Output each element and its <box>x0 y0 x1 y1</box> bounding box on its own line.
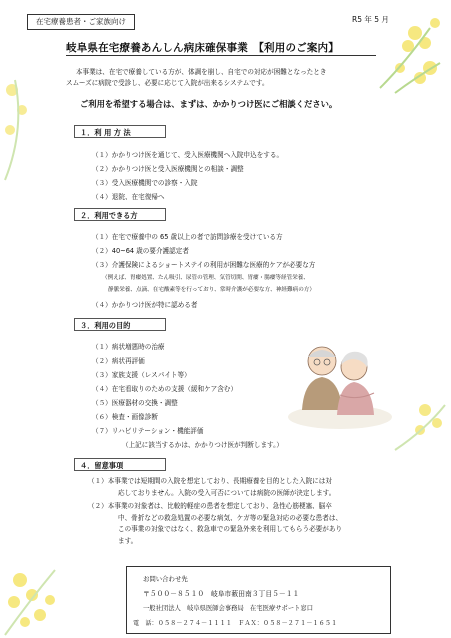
list-item: （６）検査・画像診断 <box>92 413 158 421</box>
list-item: （１）かかりつけ医を通じて、受入医療機関へ入院申込をする。 <box>92 151 284 159</box>
title-underline <box>66 55 376 56</box>
audience-tag: 在宅療養患者・ご家族向け <box>27 14 135 30</box>
consult-notice: ご利用を希望する場合は、まずは、かかりつけ医にご相談ください。 <box>80 99 338 109</box>
contact-box <box>126 566 391 634</box>
list-item: （１）病状増悪時の治療 <box>92 343 165 351</box>
section-heading-notes: ４．留意事項 <box>74 458 166 471</box>
section-heading-eligibility: ２．利用できる方 <box>74 208 166 221</box>
list-item: （２）40~64 歳の要介護認定者 <box>92 247 189 255</box>
note-line: （２）本事業の対象者は、比較的軽症の患者を想定しており、急性心筋梗塞、脳卒 <box>88 502 332 511</box>
intro-paragraph <box>66 67 384 89</box>
intro-line: 本事業は、在宅で療養している方が、体調を崩し、自宅での対応が困難となったとき <box>75 68 327 76</box>
note-line: 応しておりません。入院の受入可否については病院の医師が決定します。 <box>118 488 336 497</box>
list-item: （４）かかりつけ医が特に認める者 <box>92 301 198 309</box>
list-item: （３）家族支援（レスパイト等） <box>92 371 191 379</box>
list-item: （４）在宅看取りのための支援（緩和ケア含む） <box>92 385 238 393</box>
section-heading-usage: １．利 用 方 法 <box>74 125 166 138</box>
section-heading-purpose: ３．利用の目的 <box>74 318 166 331</box>
issue-date: R5 年 5 月 <box>352 15 389 24</box>
elderly-couple-illustration <box>282 335 392 430</box>
list-subnote: 静脈栄養、点滴、在宅酸素等を行っており、常時介護が必要な方、神経難病の方） <box>108 287 315 293</box>
notes-block <box>88 476 388 548</box>
list-item: （２）かかりつけ医と受入医療機関との相談・調整 <box>92 165 244 173</box>
flower-decoration-left <box>0 70 40 190</box>
note-line: ます。 <box>118 536 138 545</box>
note-line: この事業の対象ではなく、救急車での緊急外来を利用してもらう必要があり <box>118 525 343 534</box>
list-item: （３）介護保険によるショートステイの利用が困難な医療的ケアが必要な方 <box>92 261 316 269</box>
contact-organization: 一般社団法人 岐阜県医師会事務局 在宅医療サポート窓口 <box>143 605 314 612</box>
page-title: 岐阜県在宅療養あんしん病床確保事業 【利用のご案内】 <box>66 42 339 54</box>
list-item: （２）病状再評価 <box>92 357 145 365</box>
contact-address: 〒５００－８５１０ 岐阜市薮田南３丁目５－１１ <box>143 590 300 598</box>
flower-decoration-bottom-right <box>385 395 451 455</box>
intro-line: スムーズに病院で受診し、必要に応じて入院が出来るシステムです。 <box>66 79 269 87</box>
list-item: （１）在宅で療養中の 65 歳以上の者で訪問診療を受けている方 <box>92 233 283 241</box>
note-line: （１）本事業では短期間の入院を想定しており、長期療養を目的とした入院には対 <box>88 477 332 485</box>
flower-decoration-bottom-left <box>0 540 70 638</box>
list-item: （７）リハビリテーション・機能評価 <box>92 427 204 435</box>
contact-phone: 電 話：０５８－２７４－１１１１ ＦＡＸ：０５８－２７１－１６５１ <box>133 620 338 627</box>
list-item: （５）医療器材の交換・調整 <box>92 399 178 407</box>
contact-title: お問い合わせ先 <box>143 575 188 583</box>
list-subnote: （例えば、胃瘻処置、たん吸引、尿管の管理、気管切開、胃瘻・腸瘻等経管栄養、 <box>102 275 309 281</box>
note-line: 中、骨折などの救急処置の必要な病気、ケガ等の緊急対応の必要な患者は、 <box>118 513 343 522</box>
list-subnote: （上記に該当するかは、かかりつけ医が判断します。） <box>122 441 284 449</box>
list-item: （４）退院、在宅復帰へ <box>92 193 165 201</box>
list-item: （３）受入医療機関での診察・入院 <box>92 179 198 187</box>
